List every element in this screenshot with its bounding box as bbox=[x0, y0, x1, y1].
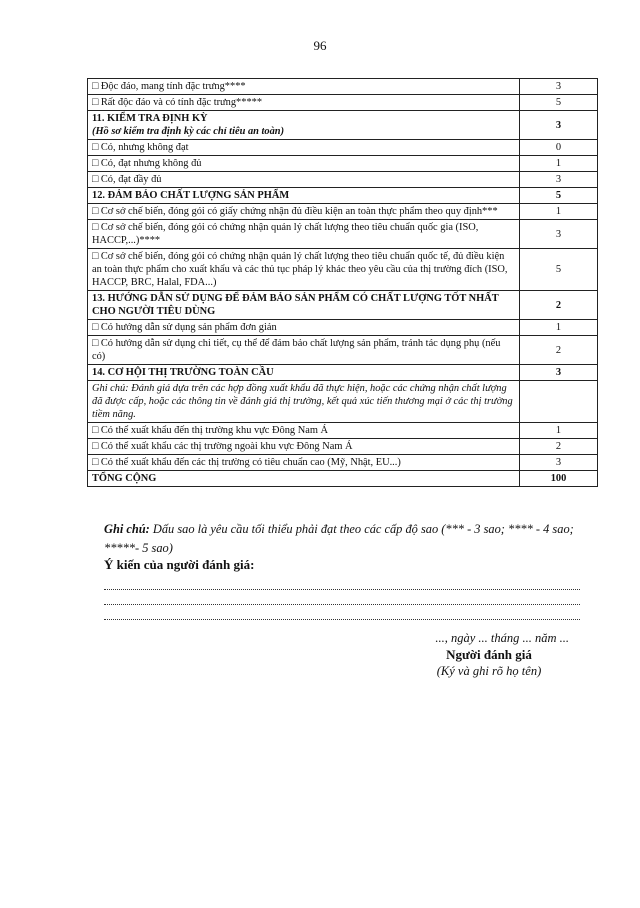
criterion-cell bbox=[88, 95, 520, 111]
criterion-text: □ Có, đạt nhưng không đủ bbox=[92, 158, 202, 169]
criterion-text: □ Độc đáo, mang tính đặc trưng**** bbox=[92, 81, 246, 92]
score-cell: 100 bbox=[520, 471, 598, 487]
criterion-cell bbox=[88, 172, 520, 188]
option-row bbox=[88, 336, 598, 365]
criterion-cell bbox=[88, 220, 520, 249]
option-row bbox=[88, 220, 598, 249]
score-cell: 1 bbox=[520, 156, 598, 172]
criterion-cell bbox=[88, 204, 520, 220]
score-cell: 3 bbox=[520, 111, 598, 140]
signer-title: Người đánh giá bbox=[446, 647, 532, 662]
criterion-cell bbox=[88, 140, 520, 156]
comment-line bbox=[104, 619, 580, 620]
score-cell: 3 bbox=[520, 220, 598, 249]
section-row bbox=[88, 111, 598, 140]
score-cell bbox=[520, 381, 598, 423]
option-row bbox=[88, 455, 598, 471]
note-row bbox=[88, 381, 598, 423]
criterion-text: □ Cơ sở chế biến, đóng gói có chứng nhận quản lý chất lượng theo tiêu chuẩn quốc gia (ISO, HACCP,...)**** bbox=[92, 222, 479, 246]
option-row bbox=[88, 204, 598, 220]
criterion-cell bbox=[88, 291, 520, 320]
score-cell: 2 bbox=[520, 291, 598, 320]
criterion-text: Ghi chú: Đánh giá dựa trên các hợp đồng xuất khẩu đã thực hiện, hoặc các chứng nhận chất lượng đã được cấp, hoặc các thông tin về đánh giá thị trường, kết quả xúc tiến thương mại ở các thị trường tiềm năng. bbox=[92, 383, 513, 420]
total-row bbox=[88, 471, 598, 487]
score-cell: 3 bbox=[520, 172, 598, 188]
score-cell: 3 bbox=[520, 79, 598, 95]
date-line: ..., ngày ... tháng ... năm ... bbox=[435, 631, 569, 645]
score-cell: 3 bbox=[520, 365, 598, 381]
evaluator-comment-label: Ý kiến của người đánh giá: bbox=[104, 557, 255, 572]
criterion-text: □ Rất độc đáo và có tính đặc trưng***** bbox=[92, 97, 263, 108]
score-cell: 5 bbox=[520, 249, 598, 291]
criterion-cell bbox=[88, 320, 520, 336]
option-row bbox=[88, 79, 598, 95]
criterion-text: 14. CƠ HỘI THỊ TRƯỜNG TOÀN CẦU bbox=[92, 367, 274, 378]
footnote-text: Dấu sao là yêu cầu tối thiểu phải đạt theo các cấp độ sao (*** - 3 sao; **** - 4 sao; *****- 5 sao) bbox=[104, 522, 574, 555]
comment-line bbox=[104, 589, 580, 590]
criterion-subtext: (Hồ sơ kiểm tra định kỳ các chỉ tiêu an toàn) bbox=[92, 126, 285, 137]
criterion-text: □ Có hướng dẫn sử dụng chi tiết, cụ thể để đảm bảo chất lượng sản phẩm, tránh tác dụng phụ (nếu có) bbox=[92, 338, 501, 362]
criterion-text: □ Có, đạt đầy đủ bbox=[92, 174, 162, 185]
option-row bbox=[88, 249, 598, 291]
criterion-cell bbox=[88, 439, 520, 455]
score-cell: 0 bbox=[520, 140, 598, 156]
section-row bbox=[88, 365, 598, 381]
criterion-text: TỔNG CỘNG bbox=[92, 473, 157, 484]
score-cell: 1 bbox=[520, 204, 598, 220]
criterion-cell bbox=[88, 365, 520, 381]
criterion-cell bbox=[88, 381, 520, 423]
score-cell: 5 bbox=[520, 188, 598, 204]
criterion-text: □ Có hướng dẫn sử dụng sản phẩm đơn giản bbox=[92, 322, 277, 333]
star-level-footnote bbox=[104, 520, 594, 557]
criterion-text: 11. KIỂM TRA ĐỊNH KỲ bbox=[92, 113, 208, 124]
criterion-text: □ Cơ sở chế biến, đóng gói có chứng nhận quản lý chất lượng theo tiêu chuẩn quốc tế, đủ điều kiện an toàn thực phẩm cho xuất khẩu và các thủ tục pháp lý khác theo yêu cầu của thị trường đích (ISO, HACCP, BRC, Halal, FDA...) bbox=[92, 251, 508, 288]
score-cell: 1 bbox=[520, 423, 598, 439]
score-cell: 2 bbox=[520, 439, 598, 455]
criterion-text: □ Có, nhưng không đạt bbox=[92, 142, 189, 153]
option-row bbox=[88, 156, 598, 172]
comment-line bbox=[104, 604, 580, 605]
score-cell: 1 bbox=[520, 320, 598, 336]
criterion-text: □ Có thể xuất khẩu đến các thị trường có tiêu chuẩn cao (Mỹ, Nhật, EU...) bbox=[92, 457, 401, 468]
criterion-cell bbox=[88, 249, 520, 291]
criterion-cell bbox=[88, 336, 520, 365]
criterion-cell bbox=[88, 79, 520, 95]
section-row bbox=[88, 188, 598, 204]
score-cell: 3 bbox=[520, 455, 598, 471]
option-row bbox=[88, 172, 598, 188]
section-row bbox=[88, 291, 598, 320]
criterion-cell bbox=[88, 156, 520, 172]
criterion-text: □ Có thể xuất khẩu đến thị trường khu vực Đông Nam Á bbox=[92, 425, 329, 436]
criterion-cell bbox=[88, 188, 520, 204]
evaluation-score-table bbox=[87, 78, 598, 487]
criterion-text: □ Cơ sở chế biến, đóng gói có giấy chứng nhận đủ điều kiện an toàn thực phẩm theo quy định*** bbox=[92, 206, 498, 217]
criterion-text: 13. HƯỚNG DẪN SỬ DỤNG ĐỂ ĐẢM BẢO SẢN PHẨM CÓ CHẤT LƯỢNG TỐT NHẤT CHO NGƯỜI TIÊU DÙNG bbox=[92, 293, 499, 317]
criterion-text: 12. ĐẢM BẢO CHẤT LƯỢNG SẢN PHẨM bbox=[92, 190, 290, 201]
score-cell: 2 bbox=[520, 336, 598, 365]
page-number: 96 bbox=[313, 38, 327, 53]
criterion-text: □ Có thể xuất khẩu các thị trường ngoài khu vực Đông Nam Á bbox=[92, 441, 353, 452]
signer-note: (Ký và ghi rõ họ tên) bbox=[436, 664, 542, 678]
criterion-cell bbox=[88, 471, 520, 487]
option-row bbox=[88, 95, 598, 111]
option-row bbox=[88, 423, 598, 439]
option-row bbox=[88, 320, 598, 336]
criterion-cell bbox=[88, 455, 520, 471]
score-cell: 5 bbox=[520, 95, 598, 111]
footnote-label: Ghi chú: bbox=[104, 522, 150, 536]
criterion-cell bbox=[88, 111, 520, 140]
option-row bbox=[88, 439, 598, 455]
criterion-cell bbox=[88, 423, 520, 439]
option-row bbox=[88, 140, 598, 156]
